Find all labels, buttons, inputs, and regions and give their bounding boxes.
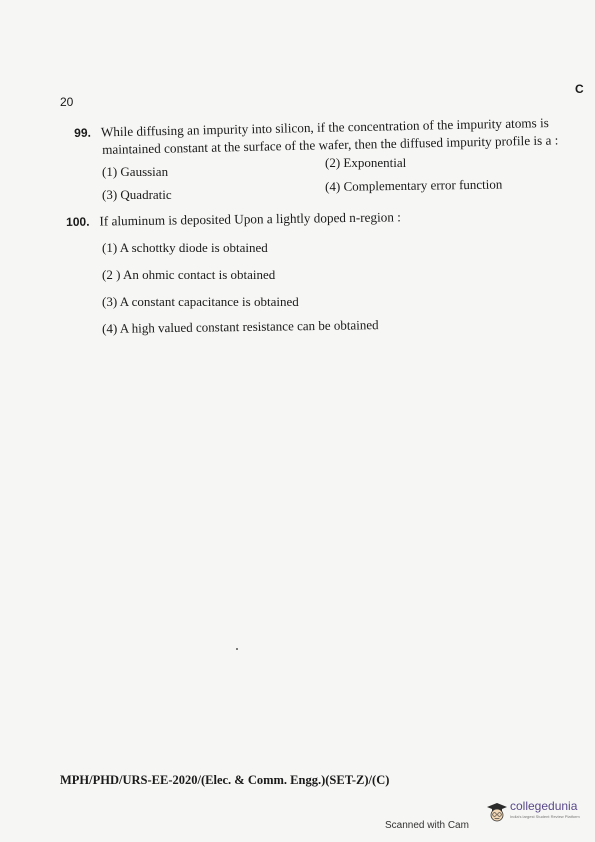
speck bbox=[236, 648, 238, 650]
question-number: 100. bbox=[66, 214, 90, 229]
option-3: (3) A constant capacitance is obtained bbox=[102, 294, 299, 309]
footer-code: MPH/PHD/URS-EE-2020/(Elec. & Comm. Engg.)(SET-Z)/(C) bbox=[60, 773, 390, 787]
option-2: (2 ) An ohmic contact is obtained bbox=[102, 267, 276, 282]
scanned-watermark: Scanned with Cam bbox=[385, 820, 469, 831]
option-3: (3) Quadratic bbox=[102, 187, 172, 202]
question-text-line2: maintained constant at the surface of the wafer, then the diffused impurity profile is a : bbox=[102, 132, 559, 157]
option-1: (1) A schottky diode is obtained bbox=[102, 240, 268, 255]
graduate-mascot-icon bbox=[486, 801, 508, 823]
logo-tagline: India's largest Student Review Platform bbox=[510, 814, 580, 819]
option-1: (1) Gaussian bbox=[102, 164, 169, 179]
set-code: C bbox=[575, 82, 584, 96]
option-2: (2) Exponential bbox=[325, 155, 407, 170]
question-text: If aluminum is deposited Upon a lightly doped n-region : bbox=[99, 209, 401, 229]
option-4: (4) Complementary error function bbox=[325, 176, 503, 194]
logo-wordmark: collegedunia bbox=[510, 799, 578, 813]
question-100-row bbox=[66, 208, 401, 231]
page-number: 20 bbox=[60, 95, 74, 109]
question-number: 99. bbox=[74, 125, 92, 140]
collegedunia-logo bbox=[486, 799, 586, 825]
question-text-line1: While diffusing an impurity into silicon, if the concentration of the impurity atoms is bbox=[100, 115, 549, 140]
option-4: (4) A high valued constant resistance can be obtained bbox=[102, 317, 379, 336]
